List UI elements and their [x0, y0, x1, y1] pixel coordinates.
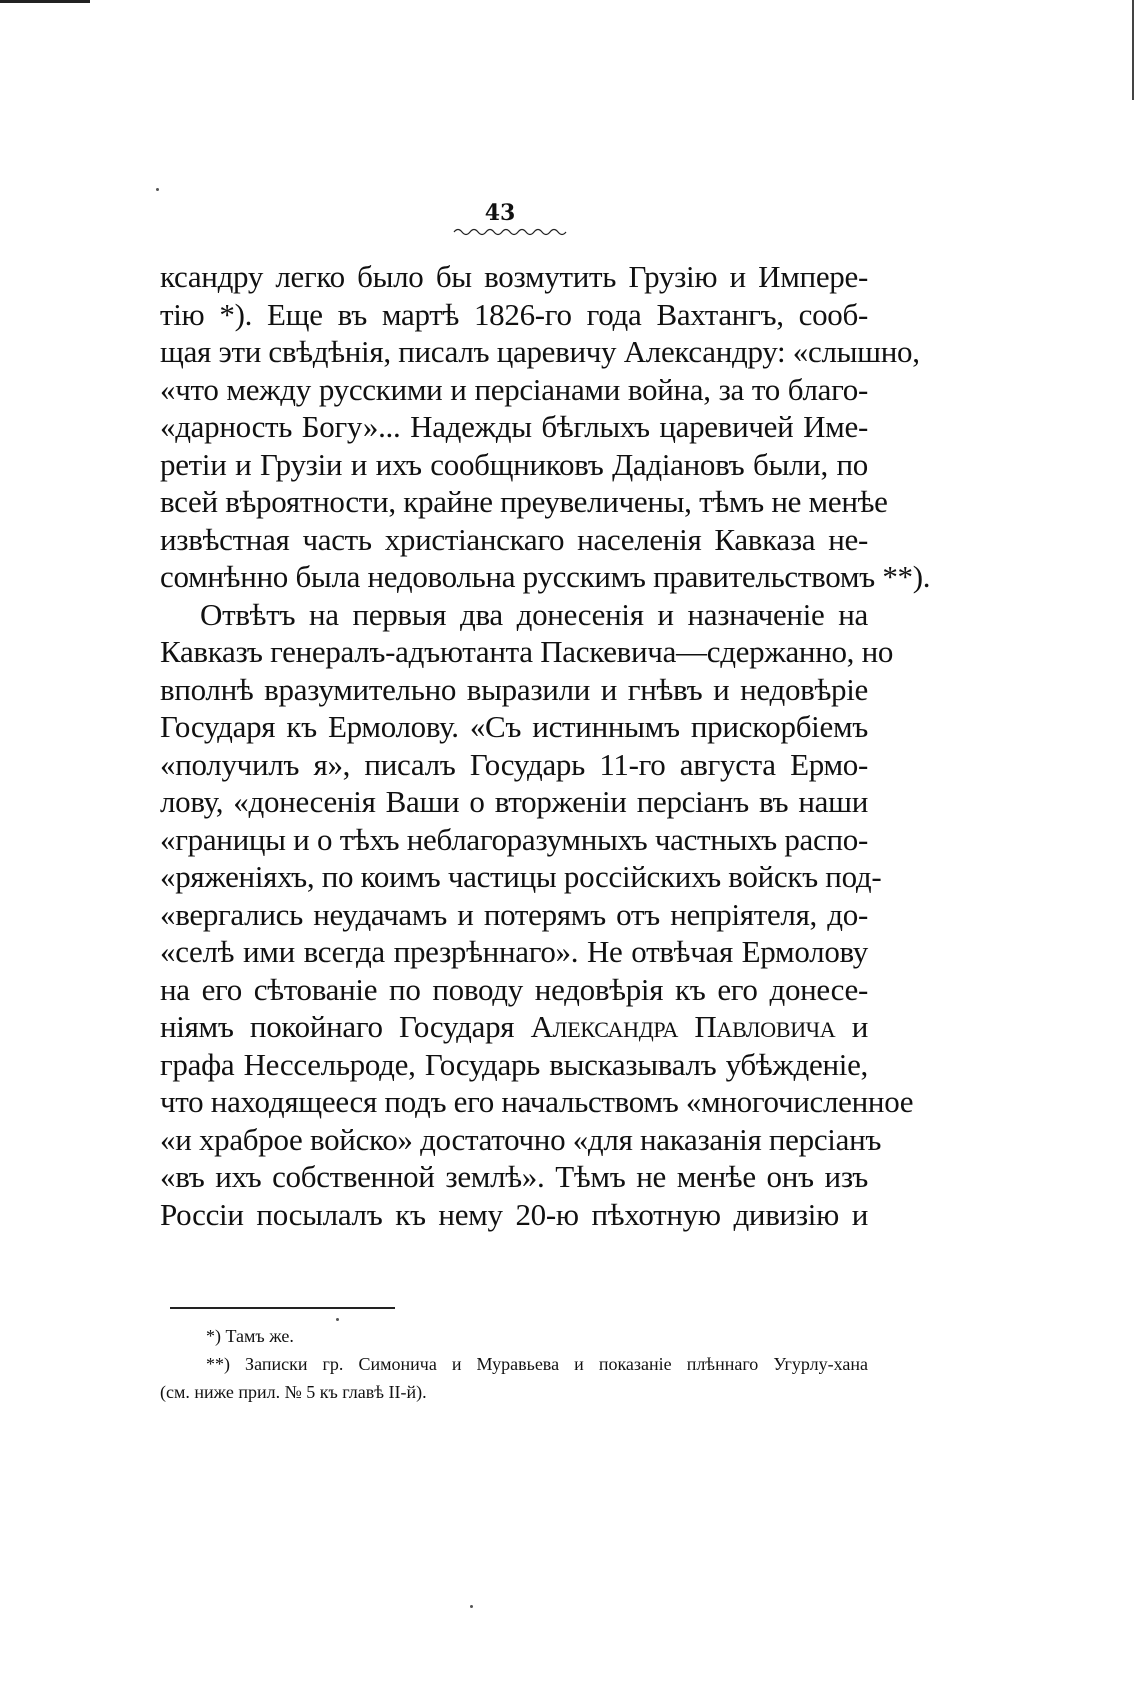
text-line: лову, «донесенія Ваши о вторженіи персіанъ въ наши: [160, 784, 868, 819]
page-number-ornament: [452, 226, 572, 236]
text-segment: и: [851, 1009, 868, 1044]
scan-speck: [156, 188, 159, 191]
text-line: Россіи посылалъ къ нему 20-ю пѣхотную дивизію и: [160, 1196, 868, 1232]
text-line: ретіи и Грузіи и ихъ сообщниковъ Дадіановъ были, по: [160, 446, 868, 482]
text-line: «получилъ я», писалъ Государь 11-го августа Ермо-: [160, 746, 868, 782]
text-line: «дарность Богу»... Надежды бѣглыхъ царевичей Име-: [160, 409, 868, 444]
text-line: тію *). Еще въ мартѣ 1826-го года Вахтангъ, сооб-: [160, 296, 868, 332]
text-segment: ніямъ покойнаго Государя: [160, 1009, 515, 1044]
text-line: сомнѣнно была недовольна русскимъ правительствомъ **).: [160, 559, 931, 594]
text-line: графа Нессельроде, Государь высказывалъ убѣжденіе,: [160, 1046, 868, 1082]
text-line: на его сѣтованіе по поводу недовѣрія къ его донесе-: [160, 971, 868, 1007]
text-line: Кавказъ генералъ-адъютанта Паскевича—сдержанно, но: [160, 634, 894, 669]
scan-speck: [336, 1318, 339, 1321]
text-line: «что между русскими и персіанами война, за то благо-: [160, 371, 868, 407]
text-line: «вергались неудачамъ и потерямъ отъ непріятеля, до-: [160, 896, 868, 932]
text-line: всей вѣроятности, крайне преувеличены, тѣмъ не менѣе: [160, 484, 888, 519]
text-line: «ряженіяхъ, по коимъ частицы россійскихъ войскъ под-: [160, 859, 882, 894]
text-line: вполнѣ вразумительно выразили и гнѣвъ и недовѣріе: [160, 671, 868, 707]
text-line: Государя къ Ермолову. «Съ истиннымъ прискорбіемъ: [160, 709, 868, 744]
text-line: что находящееся подъ его начальствомъ «многочисленное: [160, 1084, 914, 1119]
text-line: щая эти свѣдѣнія, писалъ царевичу Александру: «слышно,: [160, 334, 920, 369]
text-line: «границы и о тѣхъ неблагоразумныхъ частныхъ распо-: [160, 821, 868, 857]
text-line: Отвѣтъ на первыя два донесенія и назначеніе на: [200, 596, 868, 632]
footnote: *) Тамъ же.: [206, 1326, 294, 1346]
text-line: «и храброе войско» достаточно «для наказанія персіанъ: [160, 1121, 882, 1157]
footnote: **) Записки гр. Симонича и Муравьева и показаніе плѣннаго Угурлу-хана: [206, 1354, 868, 1374]
small-caps-name: Александра Павловича: [530, 1009, 836, 1044]
page-number: 43: [484, 200, 516, 226]
text-line: [160, 1008, 868, 1046]
body-text: [160, 258, 931, 1233]
text-line: извѣстная часть христіанскаго населенія Кавказа не-: [160, 521, 868, 557]
scan-speck: [470, 1605, 473, 1608]
footnote-continuation: (см. ниже прил. № 5 къ главѣ II-й).: [160, 1382, 427, 1402]
text-line: ксандру легко было бы возмутить Грузію и Импере-: [160, 259, 868, 294]
right-edge-rule: [1132, 0, 1134, 100]
footnotes: [160, 1322, 868, 1406]
footnote-divider: [170, 1307, 395, 1309]
text-line: «селѣ ими всегда презрѣннаго». Не отвѣчая Ермолову: [160, 934, 868, 969]
text-line: «въ ихъ собственной землѣ». Тѣмъ не менѣе онъ изъ: [160, 1159, 868, 1194]
top-left-rule: [0, 0, 90, 3]
